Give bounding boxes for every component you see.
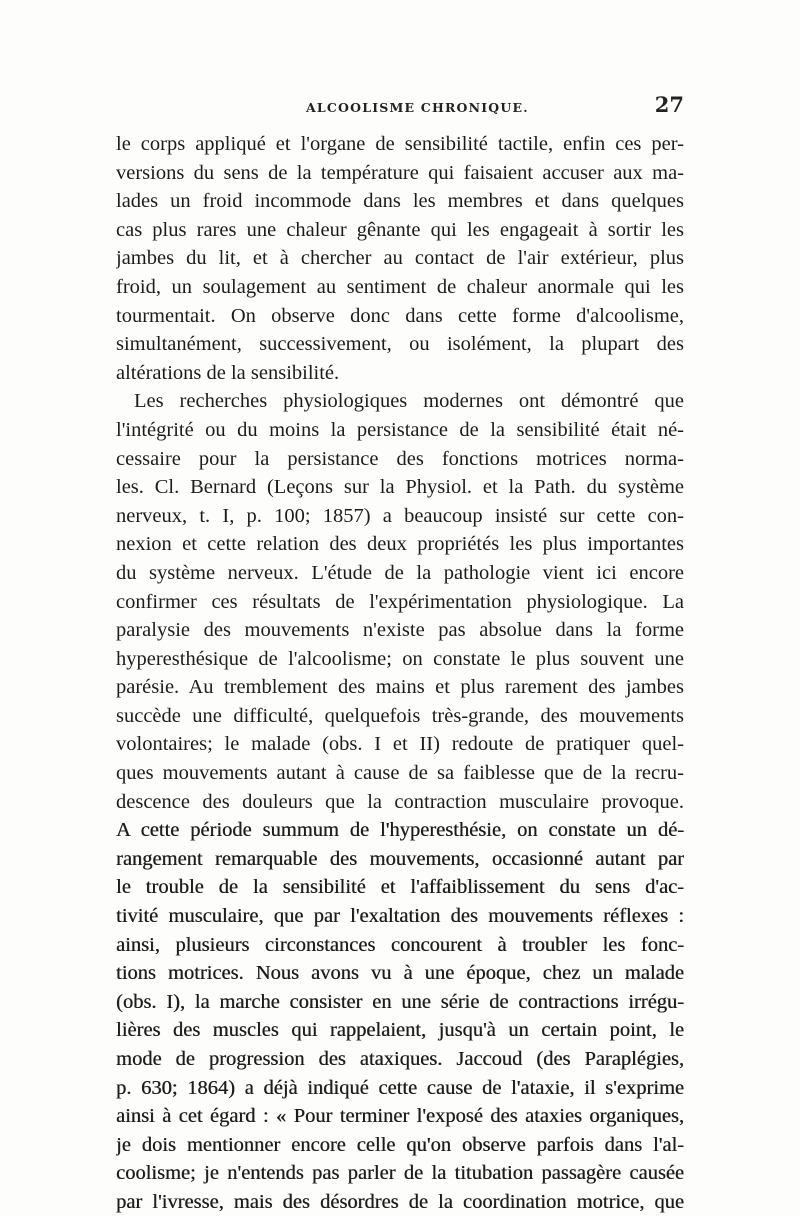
text-line: cessaire pour la persistance des fonctions motrices norma-	[116, 447, 684, 470]
paragraph-start-line: Les recherches physiologiques modernes ont démontré que	[134, 390, 684, 413]
text-line: le trouble de la sensibilité et l'affaiblissement du sens d'ac-	[116, 876, 684, 899]
text-line: je dois mentionner encore celle qu'on observe parfois dans l'al-	[116, 1133, 684, 1156]
text-line: nerveux, t. I, p. 100; 1857) a beaucoup insisté sur cette con-	[116, 504, 684, 527]
text-line: cas plus rares une chaleur gênante qui les engageait à sortir les	[116, 218, 684, 241]
text-line: confirmer ces résultats de l'expérimentation physiologique. La	[116, 590, 684, 613]
text-line: ainsi à cet égard : « Pour terminer l'exposé des ataxies organiques,	[116, 1105, 684, 1128]
text-line: tourmentait. On observe donc dans cette forme d'alcoolisme,	[116, 304, 684, 327]
running-title: ALCOOLISME CHRONIQUE.	[306, 100, 529, 115]
page-number: 27	[654, 92, 684, 117]
text-line: le corps appliqué et l'organe de sensibilité tactile, enfin ces per-	[116, 133, 684, 155]
text-line: succède une difficulté, quelquefois très-grande, des mouvements	[116, 704, 684, 727]
text-line: lades un froid incommode dans les membres et dans quelques	[116, 190, 684, 213]
text-line: froid, un soulagement au sentiment de chaleur anormale qui les	[116, 275, 684, 298]
text-line: nexion et cette relation des deux propriétés les plus importantes	[116, 533, 684, 556]
text-line: l'intégrité ou du moins la persistance de la sensibilité était né-	[116, 418, 684, 441]
text-line: parésie. Au tremblement des mains et plus rarement des jambes	[116, 676, 684, 699]
text-line: ainsi, plusieurs circonstances concourent à troubler les fonc-	[116, 933, 684, 956]
text-line: A cette période summum de l'hyperesthésie, on constate un dé-	[116, 819, 684, 842]
running-header	[116, 94, 684, 124]
text-line: ques mouvements autant à cause de sa faiblesse que de la recru-	[116, 762, 684, 785]
text-line: lières des muscles qui rappelaient, jusqu'à un certain point, le	[116, 1019, 684, 1042]
text-line: (obs. I), la marche consister en une série de contractions irrégu-	[116, 990, 684, 1013]
text-line: les. Cl. Bernard (Leçons sur la Physiol. et la Path. du système	[116, 476, 684, 499]
text-line: p. 630; 1864) a déjà indiqué cette cause de l'ataxie, il s'exprime	[116, 1076, 684, 1099]
text-line: tivité musculaire, que par l'exaltation des mouvements réflexes :	[116, 905, 684, 928]
text-line: rangement remarquable des mouvements, occasionné autant par	[116, 847, 684, 870]
body-text	[116, 130, 684, 1217]
text-line: hyperesthésique de l'alcoolisme; on constate le plus souvent une	[116, 647, 684, 670]
text-line: du système nerveux. L'étude de la pathologie vient ici encore	[116, 561, 684, 584]
text-line: par l'ivresse, mais des désordres de la coordination motrice, que	[116, 1190, 684, 1213]
text-line: coolisme; je n'entends pas parler de la titubation passagère causée	[116, 1162, 684, 1185]
text-line: altérations de la sensibilité.	[116, 361, 340, 384]
text-line: descence des douleurs que la contraction musculaire provoque.	[116, 790, 684, 813]
text-line: paralysie des mouvements n'existe pas absolue dans la forme	[116, 619, 684, 642]
text-line: simultanément, successivement, ou isolément, la plupart des	[116, 333, 684, 356]
text-line: jambes du lit, et à chercher au contact de l'air extérieur, plus	[116, 247, 684, 270]
text-line: versions du sens de la température qui faisaient accuser aux ma-	[116, 161, 684, 184]
text-line: mode de progression des ataxiques. Jaccoud (des Paraplégies,	[116, 1048, 684, 1070]
text-line: tions motrices. Nous avons vu à une époque, chez un malade	[116, 962, 684, 985]
text-line: volontaires; le malade (obs. I et II) redoute de pratiquer quel-	[116, 733, 684, 756]
